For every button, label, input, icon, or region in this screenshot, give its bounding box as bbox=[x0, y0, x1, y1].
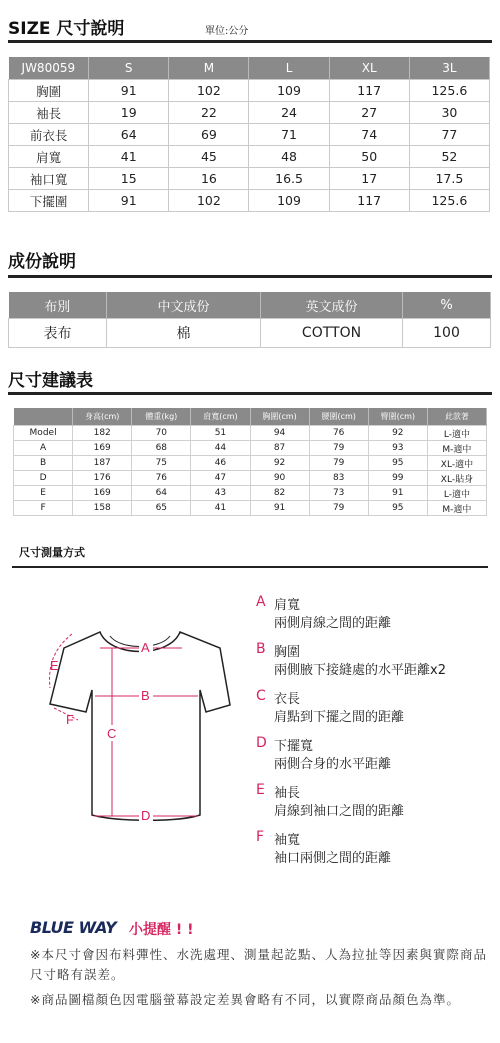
size-table-header-cell: S bbox=[89, 57, 169, 80]
suggestion-table-cell: 94 bbox=[250, 426, 309, 441]
diagram-label-e: E bbox=[50, 658, 59, 673]
size-table-header-cell: M bbox=[169, 57, 249, 80]
suggestion-table-header-cell: 腰圍(cm) bbox=[309, 408, 368, 426]
size-table-cell: 41 bbox=[89, 146, 169, 168]
size-table-row bbox=[9, 80, 490, 102]
size-table bbox=[8, 57, 490, 212]
suggestion-table-cell: A bbox=[14, 441, 73, 456]
legend-letter: B bbox=[256, 641, 266, 657]
suggestion-table-cell: 46 bbox=[191, 456, 250, 471]
suggestion-table-cell: F bbox=[14, 501, 73, 516]
composition-section-rule bbox=[8, 275, 492, 278]
measurement-section-rule bbox=[12, 566, 488, 568]
diagram-label-d: D bbox=[141, 808, 151, 823]
composition-table-cell: 100 bbox=[403, 319, 491, 348]
measurement-section-title: 尺寸測量方式 bbox=[19, 546, 85, 559]
suggestion-table-row bbox=[14, 441, 487, 456]
legend-letter: C bbox=[256, 688, 266, 704]
size-table-row bbox=[9, 190, 490, 212]
suggestion-table-cell: 169 bbox=[73, 441, 132, 456]
suggestion-table-cell: 92 bbox=[250, 456, 309, 471]
legend-letter: F bbox=[256, 829, 265, 845]
legend-desc: 兩側腋下接縫處的水平距離x2 bbox=[274, 663, 446, 678]
size-table-header-cell: XL bbox=[329, 57, 409, 80]
suggestion-table-cell: 70 bbox=[132, 426, 191, 441]
suggestion-table-header-cell: 臀圍(cm) bbox=[368, 408, 427, 426]
suggestion-table-cell: XL-適中 bbox=[427, 456, 486, 471]
legend-item bbox=[256, 594, 496, 641]
suggestion-table-header-cell: 此款著 bbox=[427, 408, 486, 426]
tshirt-outline bbox=[50, 632, 230, 820]
legend-name: 衣長 bbox=[274, 692, 301, 707]
suggestion-table-cell: 99 bbox=[368, 471, 427, 486]
size-table-cell: 74 bbox=[329, 124, 409, 146]
suggestion-table-header-row bbox=[14, 408, 487, 426]
suggestion-table-cell: 47 bbox=[191, 471, 250, 486]
suggestion-table-cell: 73 bbox=[309, 486, 368, 501]
size-table-cell: 袖長 bbox=[9, 102, 89, 124]
size-table-cell: 91 bbox=[89, 80, 169, 102]
suggestion-table-cell: 187 bbox=[73, 456, 132, 471]
composition-table-header-cell: % bbox=[403, 292, 491, 319]
suggestion-table-cell: 41 bbox=[191, 501, 250, 516]
suggestion-table-cell: D bbox=[14, 471, 73, 486]
suggestion-table-cell: 83 bbox=[309, 471, 368, 486]
size-table-cell: 117 bbox=[329, 190, 409, 212]
suggestion-table-cell: 64 bbox=[132, 486, 191, 501]
legend-name: 胸圍 bbox=[274, 645, 301, 660]
size-table-cell: 22 bbox=[169, 102, 249, 124]
suggestion-table-cell: 93 bbox=[368, 441, 427, 456]
size-table-cell: 17 bbox=[329, 168, 409, 190]
diagram-label-a: A bbox=[141, 640, 150, 655]
size-table-row bbox=[9, 146, 490, 168]
suggestion-table-cell: E bbox=[14, 486, 73, 501]
size-table-cell: 16 bbox=[169, 168, 249, 190]
composition-table-cell: 棉 bbox=[107, 319, 261, 348]
legend-item bbox=[256, 688, 496, 735]
suggestion-table-cell: 169 bbox=[73, 486, 132, 501]
size-table-cell: 15 bbox=[89, 168, 169, 190]
size-table-cell: 肩寬 bbox=[9, 146, 89, 168]
suggestion-table-row bbox=[14, 426, 487, 441]
size-table-cell: 117 bbox=[329, 80, 409, 102]
size-table-row bbox=[9, 102, 490, 124]
suggestion-table-cell: B bbox=[14, 456, 73, 471]
composition-table-header-cell: 中文成份 bbox=[107, 292, 261, 319]
size-table-cell: 45 bbox=[169, 146, 249, 168]
size-table-cell: 袖口寬 bbox=[9, 168, 89, 190]
measurement-legend bbox=[256, 594, 496, 876]
suggestion-table-cell: XL-貼身 bbox=[427, 471, 486, 486]
suggestion-table-row bbox=[14, 501, 487, 516]
suggestion-section-rule bbox=[8, 392, 492, 395]
suggestion-table-cell: 65 bbox=[132, 501, 191, 516]
size-table-cell: 102 bbox=[169, 190, 249, 212]
composition-section-title: 成份說明 bbox=[8, 252, 76, 272]
size-table-cell: 前衣長 bbox=[9, 124, 89, 146]
brand-logo: BLUE WAY bbox=[30, 918, 117, 937]
suggestion-table-cell: 76 bbox=[309, 426, 368, 441]
suggestion-table-cell: 176 bbox=[73, 471, 132, 486]
size-table-cell: 102 bbox=[169, 80, 249, 102]
size-table-cell: 30 bbox=[409, 102, 489, 124]
size-table-row bbox=[9, 168, 490, 190]
composition-table-cell: 表布 bbox=[9, 319, 107, 348]
legend-desc: 兩側肩線之間的距離 bbox=[274, 616, 392, 631]
suggestion-table-cell: 95 bbox=[368, 501, 427, 516]
legend-name: 袖寬 bbox=[274, 833, 301, 848]
size-section-rule bbox=[8, 40, 492, 43]
diagram-label-c: C bbox=[107, 726, 117, 741]
size-table-cell: 下擺圍 bbox=[9, 190, 89, 212]
suggestion-table bbox=[13, 408, 487, 516]
suggestion-table-cell: M-適中 bbox=[427, 441, 486, 456]
suggestion-table-cell: 91 bbox=[368, 486, 427, 501]
suggestion-table-cell: 158 bbox=[73, 501, 132, 516]
size-table-cell: 50 bbox=[329, 146, 409, 168]
legend-name: 肩寬 bbox=[274, 598, 301, 613]
legend-item bbox=[256, 782, 496, 829]
size-table-cell: 69 bbox=[169, 124, 249, 146]
unit-label: 單位:公分 bbox=[205, 26, 249, 37]
composition-table-cell: COTTON bbox=[261, 319, 403, 348]
suggestion-table-cell: 76 bbox=[132, 471, 191, 486]
suggestion-table-cell: 90 bbox=[250, 471, 309, 486]
suggestion-table-cell: 79 bbox=[309, 501, 368, 516]
size-table-cell: 71 bbox=[249, 124, 329, 146]
suggestion-table-header-cell: 胸圍(cm) bbox=[250, 408, 309, 426]
suggestion-section-title: 尺寸建議表 bbox=[8, 371, 93, 391]
suggestion-table-cell: 44 bbox=[191, 441, 250, 456]
legend-name: 下擺寬 bbox=[274, 739, 314, 754]
suggestion-table-cell: 95 bbox=[368, 456, 427, 471]
size-table-cell: 24 bbox=[249, 102, 329, 124]
size-table-cell: 125.6 bbox=[409, 190, 489, 212]
size-table-cell: 91 bbox=[89, 190, 169, 212]
suggestion-table-cell: 87 bbox=[250, 441, 309, 456]
legend-letter: E bbox=[256, 782, 265, 798]
legend-letter: D bbox=[256, 735, 267, 751]
legend-item bbox=[256, 829, 496, 876]
size-table-header-cell: JW80059 bbox=[9, 57, 89, 80]
size-table-cell: 48 bbox=[249, 146, 329, 168]
size-section-title: SIZE 尺寸說明 bbox=[8, 19, 125, 39]
composition-table-header-cell: 英文成份 bbox=[261, 292, 403, 319]
size-table-cell: 109 bbox=[249, 80, 329, 102]
size-table-header-row bbox=[9, 57, 490, 80]
legend-desc: 肩點到下擺之間的距離 bbox=[274, 710, 405, 725]
suggestion-table-row bbox=[14, 456, 487, 471]
diagram-label-b: B bbox=[141, 688, 150, 703]
suggestion-table-header-cell: 身高(cm) bbox=[73, 408, 132, 426]
reminder-note-1: ※本尺寸會因布料彈性、水洗處理、測量起訖點、人為拉扯等因素與實際商品尺寸略有誤差。 bbox=[30, 947, 487, 982]
size-table-cell: 17.5 bbox=[409, 168, 489, 190]
suggestion-table-row bbox=[14, 486, 487, 501]
size-table-header-cell: L bbox=[249, 57, 329, 80]
composition-table-header-row bbox=[9, 292, 491, 319]
suggestion-table-cell: 51 bbox=[191, 426, 250, 441]
suggestion-table-cell: 75 bbox=[132, 456, 191, 471]
size-table-cell: 27 bbox=[329, 102, 409, 124]
size-table-row bbox=[9, 124, 490, 146]
suggestion-table-cell: Model bbox=[14, 426, 73, 441]
composition-table-header-cell: 布別 bbox=[9, 292, 107, 319]
suggestion-table-cell: 92 bbox=[368, 426, 427, 441]
size-table-cell: 125.6 bbox=[409, 80, 489, 102]
suggestion-table-cell: 82 bbox=[250, 486, 309, 501]
legend-desc: 袖口兩側之間的距離 bbox=[274, 851, 392, 866]
composition-table-row bbox=[9, 319, 491, 348]
size-table-cell: 109 bbox=[249, 190, 329, 212]
size-table-cell: 胸圍 bbox=[9, 80, 89, 102]
size-table-cell: 52 bbox=[409, 146, 489, 168]
suggestion-table-header-cell bbox=[14, 408, 73, 426]
size-table-cell: 77 bbox=[409, 124, 489, 146]
legend-name: 袖長 bbox=[274, 786, 301, 801]
suggestion-table-cell: 79 bbox=[309, 441, 368, 456]
suggestion-table-cell: 91 bbox=[250, 501, 309, 516]
suggestion-table-cell: 68 bbox=[132, 441, 191, 456]
reminder-title: 小提醒 ! ! bbox=[129, 922, 194, 938]
suggestion-table-cell: L-適中 bbox=[427, 486, 486, 501]
diagram-label-f: F bbox=[66, 712, 74, 727]
size-table-header-cell: 3L bbox=[409, 57, 489, 80]
suggestion-table-header-cell: 肩寬(cm) bbox=[191, 408, 250, 426]
legend-desc: 兩側合身的水平距離 bbox=[274, 757, 392, 772]
suggestion-table-cell: L-適中 bbox=[427, 426, 486, 441]
suggestion-table-cell: 79 bbox=[309, 456, 368, 471]
suggestion-table-row bbox=[14, 471, 487, 486]
composition-table bbox=[8, 292, 491, 348]
tshirt-measurement-diagram bbox=[30, 620, 250, 840]
suggestion-table-cell: M-適中 bbox=[427, 501, 486, 516]
suggestion-table-header-cell: 體重(kg) bbox=[132, 408, 191, 426]
suggestion-table-cell: 43 bbox=[191, 486, 250, 501]
legend-item bbox=[256, 641, 496, 688]
size-table-cell: 64 bbox=[89, 124, 169, 146]
size-table-cell: 19 bbox=[89, 102, 169, 124]
reminder-note-2: ※商品圖檔顏色因電腦螢幕設定差異會略有不同，以實際商品顏色為準。 bbox=[30, 992, 460, 1007]
suggestion-table-cell: 182 bbox=[73, 426, 132, 441]
legend-item bbox=[256, 735, 496, 782]
size-table-cell: 16.5 bbox=[249, 168, 329, 190]
legend-letter: A bbox=[256, 594, 266, 610]
legend-desc: 肩線到袖口之間的距離 bbox=[274, 804, 405, 819]
